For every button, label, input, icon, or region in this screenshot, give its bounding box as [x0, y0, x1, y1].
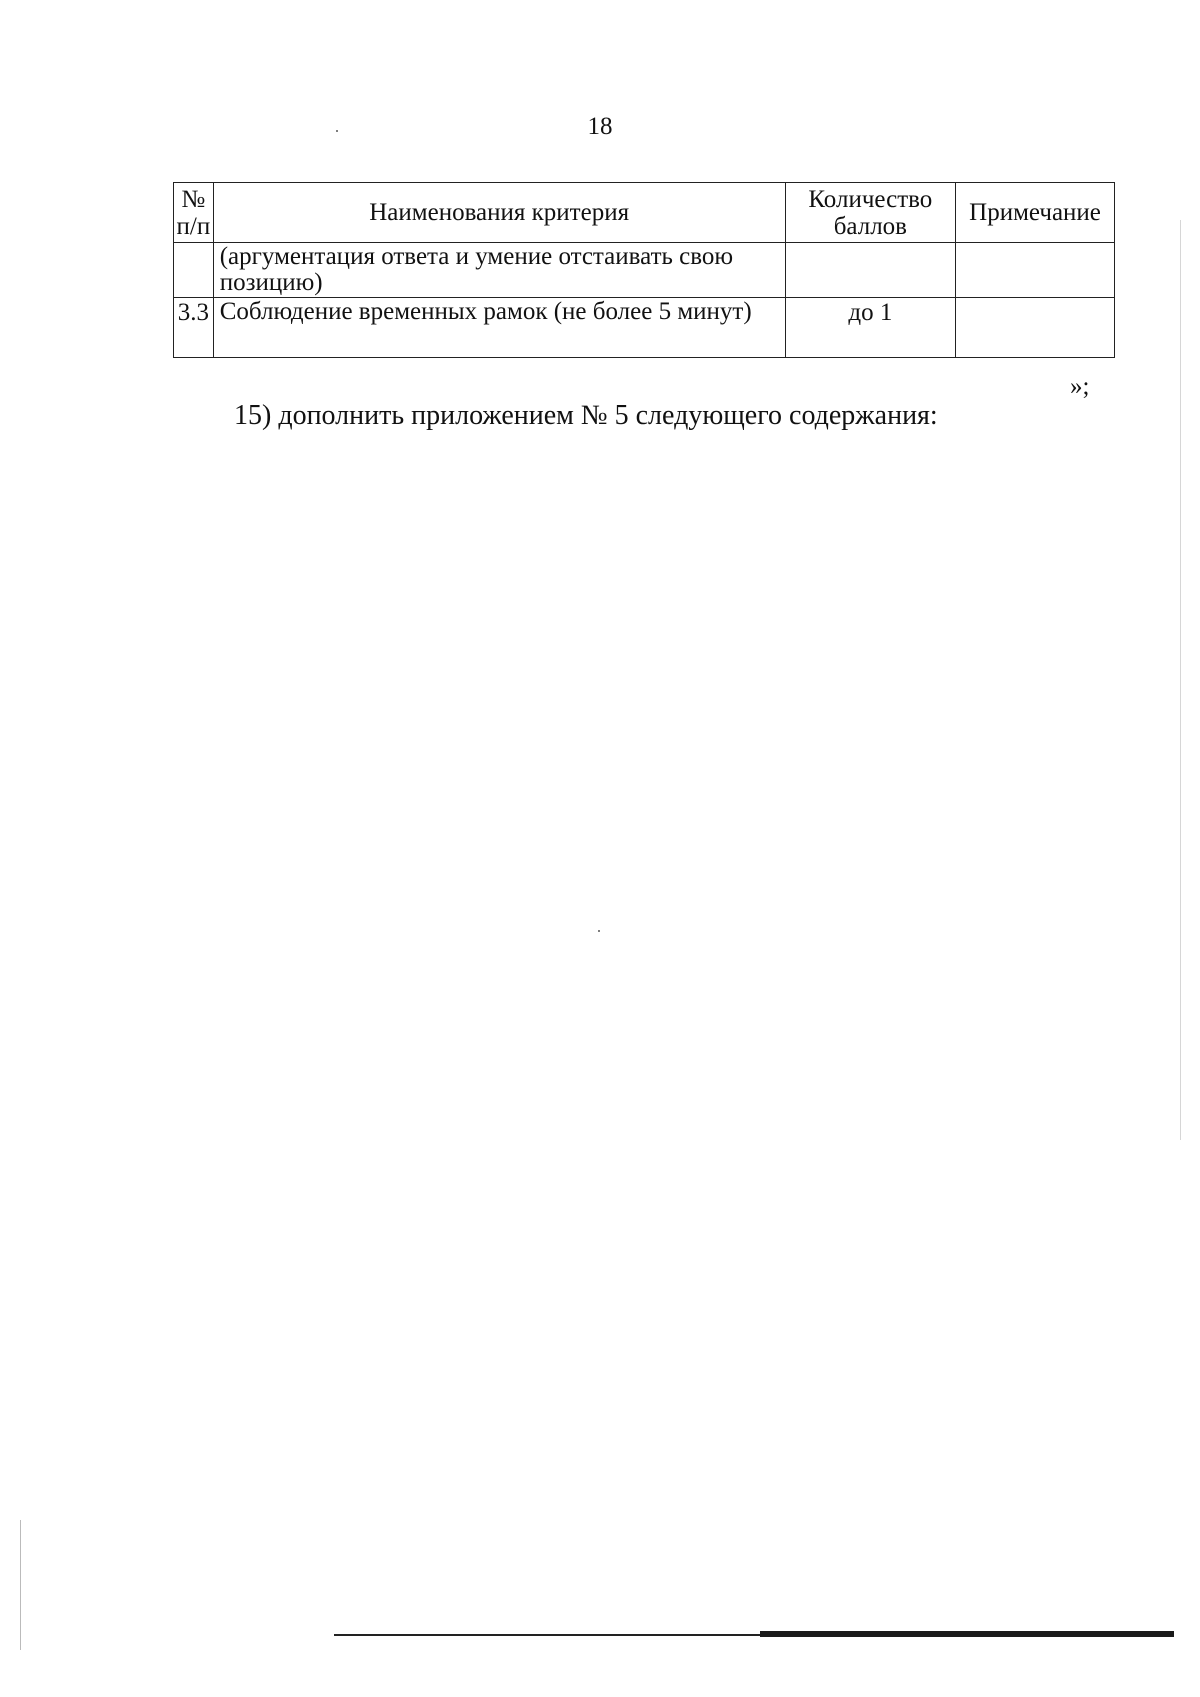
bottom-rule-thick: [760, 1631, 1174, 1637]
row-criterion-name: Соблюдение временных рамок (не более 5 минут): [213, 298, 785, 358]
page-number: 18: [587, 113, 613, 140]
row-score: до 1: [785, 298, 955, 358]
closing-quote: »;: [1070, 373, 1090, 400]
header-score: Количество баллов: [785, 183, 955, 243]
amendment-paragraph: 15) дополнить приложением № 5 следующего содержания:: [234, 400, 938, 431]
row-number: 3.3: [174, 298, 214, 358]
table-header-row: [174, 183, 1115, 243]
row-score: [785, 243, 955, 298]
row-note: [956, 243, 1115, 298]
row-criterion-name: (аргументация ответа и умение отстаивать свою позицию): [213, 243, 785, 298]
scan-edge-mark: [1180, 220, 1181, 1140]
scan-speck: [598, 930, 600, 932]
table-row: [174, 298, 1115, 358]
header-note: Примечание: [956, 183, 1115, 243]
row-note: [956, 298, 1115, 358]
scan-edge-mark: [20, 1520, 21, 1650]
row-number: [174, 243, 214, 298]
scan-speck: [336, 130, 338, 132]
header-number: № п/п: [174, 183, 214, 243]
header-criterion-name: Наименования критерия: [213, 183, 785, 243]
criteria-table: [173, 182, 1115, 358]
table-row: [174, 243, 1115, 298]
